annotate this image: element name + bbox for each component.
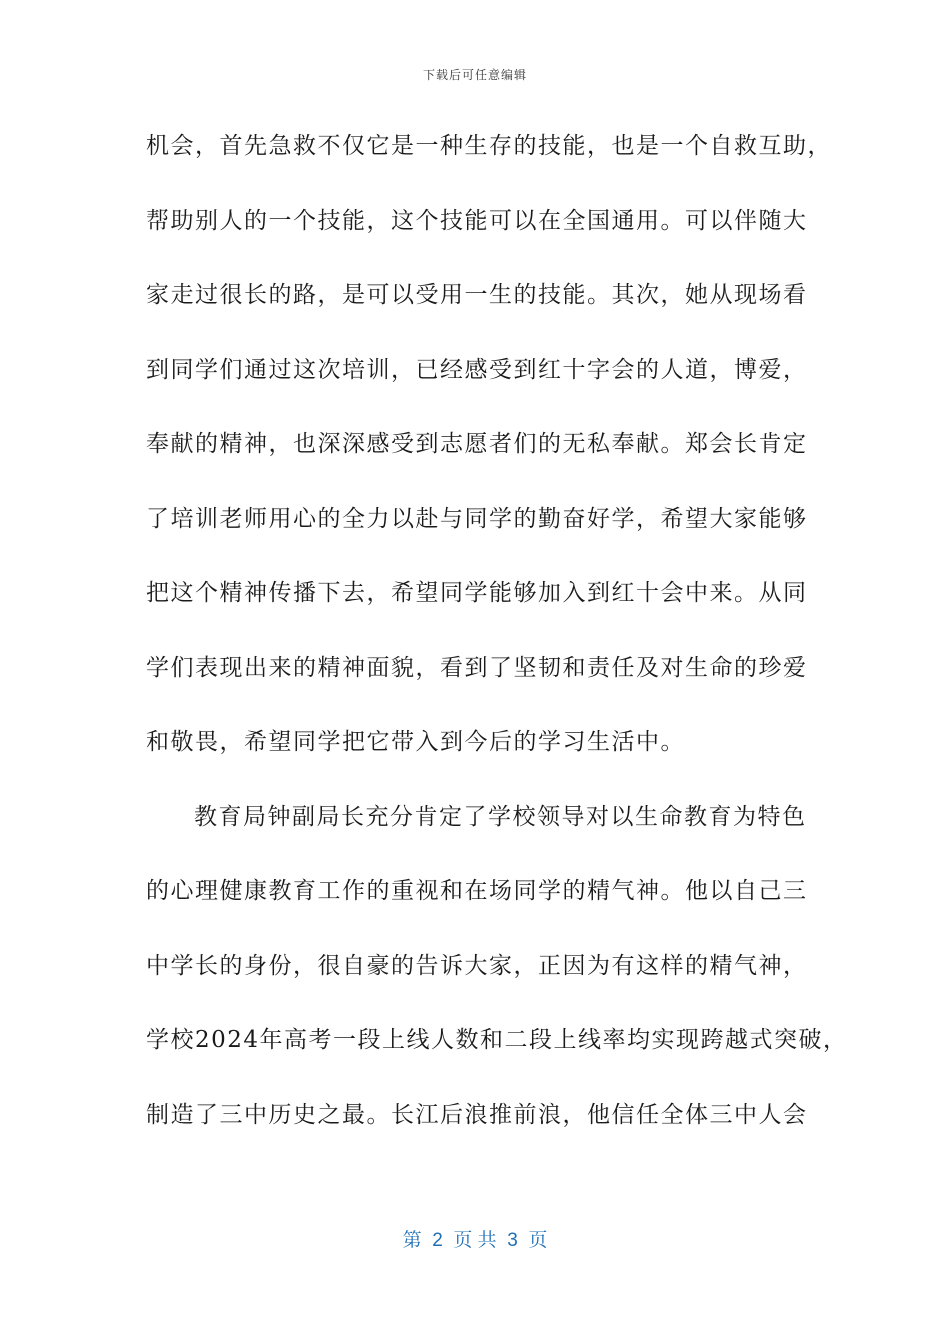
body-line: 学们表现出来的精神面貌，看到了坚韧和责任及对生命的珍爱 [146, 654, 808, 681]
page-number-footer: 第 2 页 共 3 页 [402, 1230, 548, 1251]
body-line: 学校2024年高考一段上线人数和二段上线率均实现跨越式突破， [146, 1027, 848, 1053]
body-line: 机会，首先急救不仅它是一种生存的技能，也是一个自救互助， [146, 133, 832, 159]
body-line: 制造了三中历史之最。长江后浪推前浪，他信任全体三中人会 [146, 1101, 808, 1128]
paragraph-first-line: 教育局钟副局长充分肯定了学校领导对以生命教育为特色 [194, 803, 807, 830]
body-line: 和敬畏，希望同学把它带入到今后的学习生活中。 [146, 729, 685, 755]
body-line: 帮助别人的一个技能，这个技能可以在全国通用。可以伴随大 [146, 207, 808, 234]
body-line: 把这个精神传播下去，希望同学能够加入到红十会中来。从同 [146, 580, 808, 606]
document-body [146, 124, 848, 1167]
body-line: 奉献的精神，也深深感受到志愿者们的无私奉献。郑会长肯定 [146, 431, 808, 457]
body-line: 的心理健康教育工作的重视和在场同学的精气神。他以自己三 [146, 878, 808, 904]
body-line: 了培训老师用心的全力以赴与同学的勤奋好学，希望大家能够 [146, 505, 808, 532]
body-line: 中学长的身份，很自豪的告诉大家，正因为有这样的精气神， [146, 952, 808, 979]
page-header-note: 下载后可任意编辑 [422, 68, 527, 82]
body-line: 家走过很长的路，是可以受用一生的技能。其次，她从现场看 [146, 282, 808, 308]
body-line: 到同学们通过这次培训，已经感受到红十字会的人道，博爱， [146, 356, 808, 383]
